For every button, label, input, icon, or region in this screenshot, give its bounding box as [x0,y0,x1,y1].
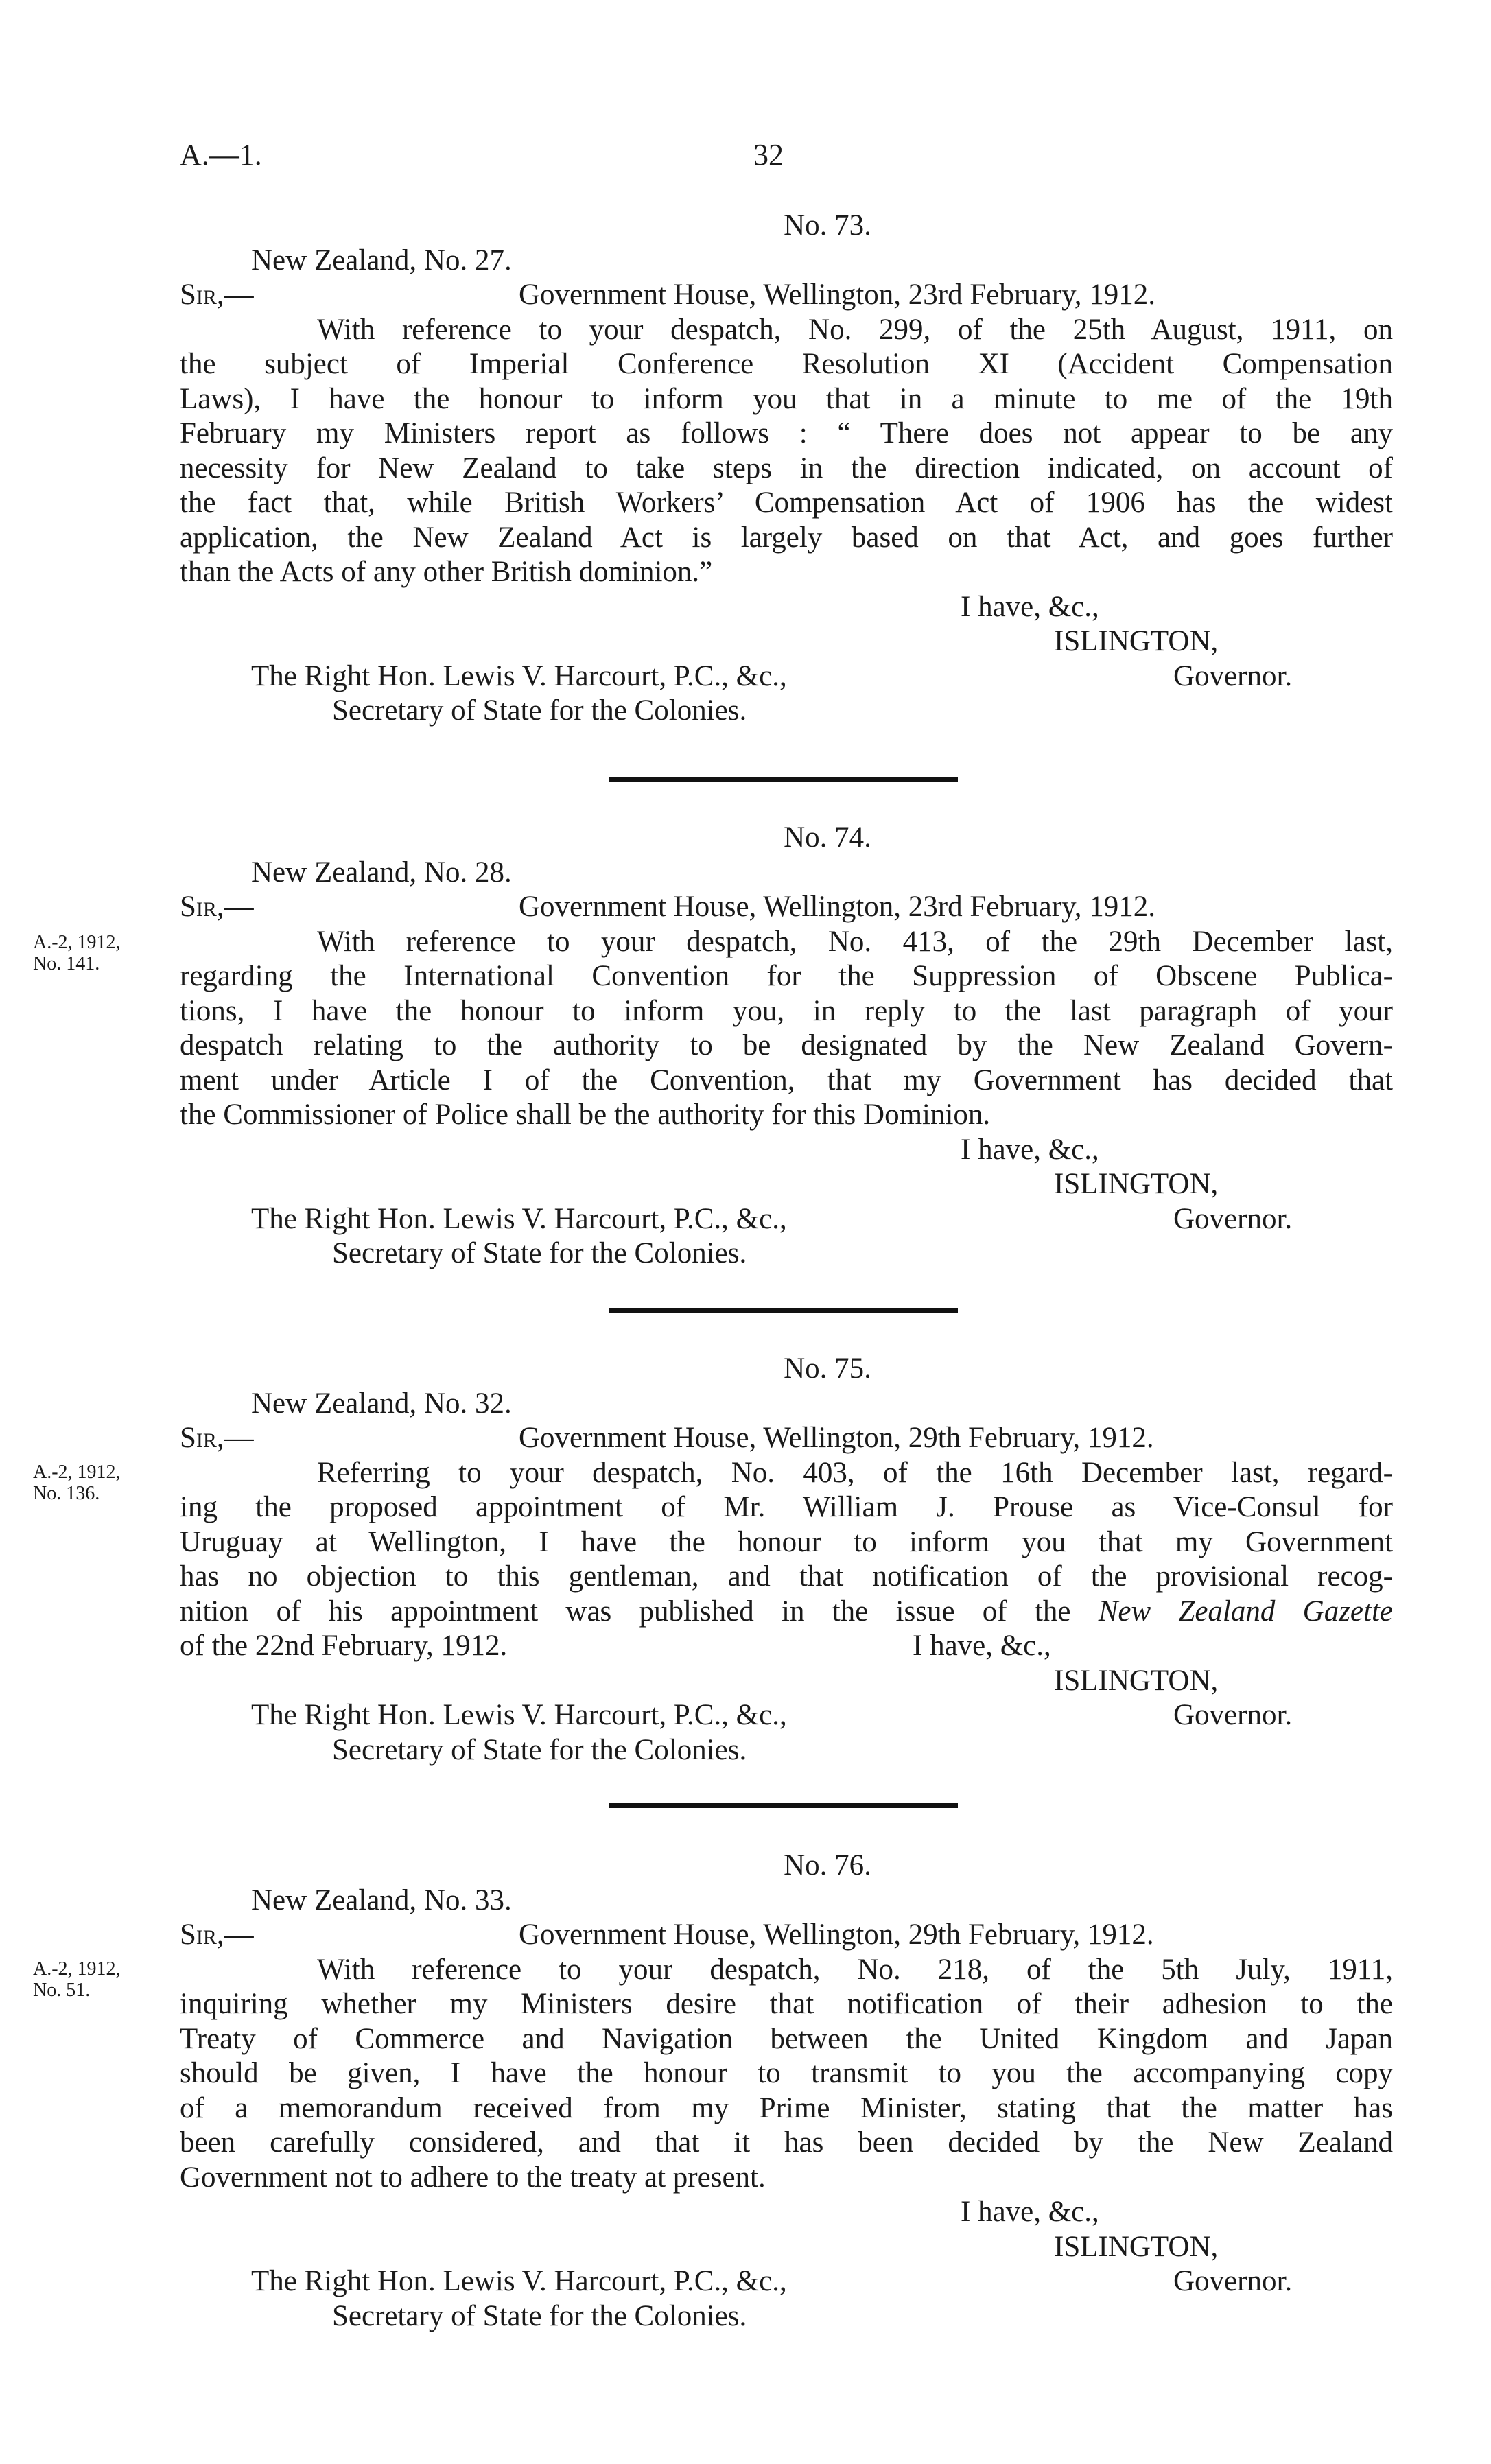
section-divider [609,1803,958,1808]
body-line: Treaty of Commerce and Navigation between the United Kingdom and Japan [180,2022,1393,2055]
sender-title: Governor. [1173,659,1293,692]
recipient-office: Secretary of State for the Colonies. [332,2299,747,2332]
document-reference: A.—1. [180,138,262,172]
margin-reference [33,932,170,974]
letter-76 [180,1849,1393,2334]
dispatch-number: New Zealand, No. 32. [251,1387,512,1420]
body-line: application, the New Zealand Act is largely based on that Act, and goes further [180,521,1393,554]
margin-reference-line: No. 51. [33,1980,91,2001]
salutation: Sir,— [180,279,254,311]
sender-title: Governor. [1173,1202,1293,1235]
sender-address: Government House, Wellington, 29th February, 1912. [519,1919,1154,1951]
letter-body [180,1953,1393,2196]
body-line: Laws), I have the honour to inform you that in a minute to me of the 19th [180,382,1393,415]
recipient-office: Secretary of State for the Colonies. [332,694,747,727]
page-number: 32 [753,138,784,172]
salutation-row [180,1918,1393,1953]
section-divider [609,777,958,782]
recipient-office: Secretary of State for the Colonies. [332,1237,747,1269]
body-line: has no objection to this gentleman, and that notification of the provisional recog- [180,1560,1393,1593]
margin-reference-line: A.-2, 1912, [33,932,121,953]
sender-address: Government House, Wellington, 29th February, 1912. [519,1422,1154,1454]
recipient-row [180,659,1393,694]
body-line: of a memorandum received from my Prime Minister, stating that the matter has [180,2091,1393,2124]
closing: I have, &c., [961,590,1099,623]
letter-75 [180,1352,1393,1768]
margin-reference [33,1958,170,2001]
page-header [0,137,1491,178]
recipient-name: The Right Hon. Lewis V. Harcourt, P.C., &c., [251,1699,787,1731]
body-line: February my Ministers report as follows : “ There does not appear to be any [180,417,1393,449]
body-line: the Commissioner of Police shall be the authority for this Dominion. [180,1099,991,1131]
body-line: ment under Article I of the Convention, that my Government has decided that [180,1064,1393,1096]
salutation: Sir,— [180,1919,254,1951]
salutation-row [180,278,1393,313]
letter-number: No. 74. [784,821,871,854]
margin-reference [33,1462,170,1504]
section-divider [609,1308,958,1313]
letter-number: No. 76. [784,1849,871,1881]
dispatch-number: New Zealand, No. 33. [251,1884,512,1916]
body-line: Referring to your despatch, No. 403, of the 16th December last, regard- [317,1456,1393,1489]
letter-number: No. 75. [784,1352,871,1385]
recipient-office: Secretary of State for the Colonies. [332,1733,747,1766]
recipient-name: The Right Hon. Lewis V. Harcourt, P.C., &c., [251,2265,787,2297]
body-line: ing the proposed appointment of Mr. William J. Prouse as Vice-Consul for [180,1491,1393,1523]
salutation-row [180,1421,1393,1456]
closing: I have, &c., [961,1133,1099,1166]
signature: ISLINGTON, [1054,1168,1219,1200]
recipient-name: The Right Hon. Lewis V. Harcourt, P.C., &c., [251,659,787,692]
salutation: Sir,— [180,891,254,923]
closing: I have, &c., [913,1630,1051,1662]
margin-reference-line: No. 141. [33,953,100,974]
sender-address: Government House, Wellington, 23rd February, 1912. [519,279,1156,311]
body-line: With reference to your despatch, No. 218, of the 5th July, 1911, [317,1953,1393,1986]
margin-reference-line: A.-2, 1912, [33,1958,121,1980]
gazette-title: New Zealand Gazette [1098,1595,1393,1628]
last-line-row [180,1629,1393,1664]
body-line: than the Acts of any other British dominion.” [180,556,713,588]
letter-73 [180,209,1393,729]
recipient-row [180,1698,1393,1733]
body-line: Uruguay at Wellington, I have the honour to inform you that my Government [180,1525,1393,1558]
margin-reference-line: A.-2, 1912, [33,1462,121,1483]
signature: ISLINGTON, [1054,625,1219,657]
body-line: necessity for New Zealand to take steps in the direction indicated, on account of [180,451,1393,484]
margin-reference-line: No. 136. [33,1483,100,1504]
signature: ISLINGTON, [1054,2230,1219,2263]
dispatch-number: New Zealand, No. 28. [251,856,512,889]
body-line: With reference to your despatch, No. 413, of the 29th December last, [317,925,1393,958]
recipient-name: The Right Hon. Lewis V. Harcourt, P.C., &c., [251,1202,787,1235]
body-line: of the 22nd February, 1912. [180,1630,508,1662]
body-line: inquiring whether my Ministers desire that notification of their adhesion to the [180,1988,1393,2020]
body-line: despatch relating to the authority to be designated by the New Zealand Govern- [180,1029,1393,1061]
sender-title: Governor. [1173,2265,1293,2297]
body-line: With reference to your despatch, No. 299, of the 25th August, 1911, on [317,313,1393,346]
recipient-row [180,1202,1393,1237]
salutation: Sir,— [180,1422,254,1454]
letter-body [180,925,1393,1133]
body-line [180,1595,1393,1630]
body-line: should be given, I have the honour to transmit to you the accompanying copy [180,2057,1393,2089]
body-line: been carefully considered, and that it has been decided by the New Zealand [180,2126,1393,2159]
body-line: regarding the International Convention for the Suppression of Obscene Publica- [180,960,1393,992]
letter-body [180,1456,1393,1630]
dispatch-number: New Zealand, No. 27. [251,244,512,277]
body-line: tions, I have the honour to inform you, in reply to the last paragraph of your [180,994,1393,1027]
body-line-text: nition of his appointment was published in the issue of the [180,1595,1099,1628]
signature: ISLINGTON, [1054,1664,1219,1697]
letter-74 [180,821,1393,1271]
sender-title: Governor. [1173,1699,1293,1731]
letter-number: No. 73. [784,209,871,242]
salutation-row [180,890,1393,925]
recipient-row [180,2264,1393,2299]
closing: I have, &c., [961,2196,1099,2228]
body-line: Government not to adhere to the treaty at present. [180,2161,766,2194]
body-line: the subject of Imperial Conference Resolution XI (Accident Compensation [180,348,1393,380]
sender-address: Government House, Wellington, 23rd February, 1912. [519,891,1156,923]
body-line: the fact that, while British Workers’ Compensation Act of 1906 has the widest [180,486,1393,519]
letter-body [180,313,1393,590]
